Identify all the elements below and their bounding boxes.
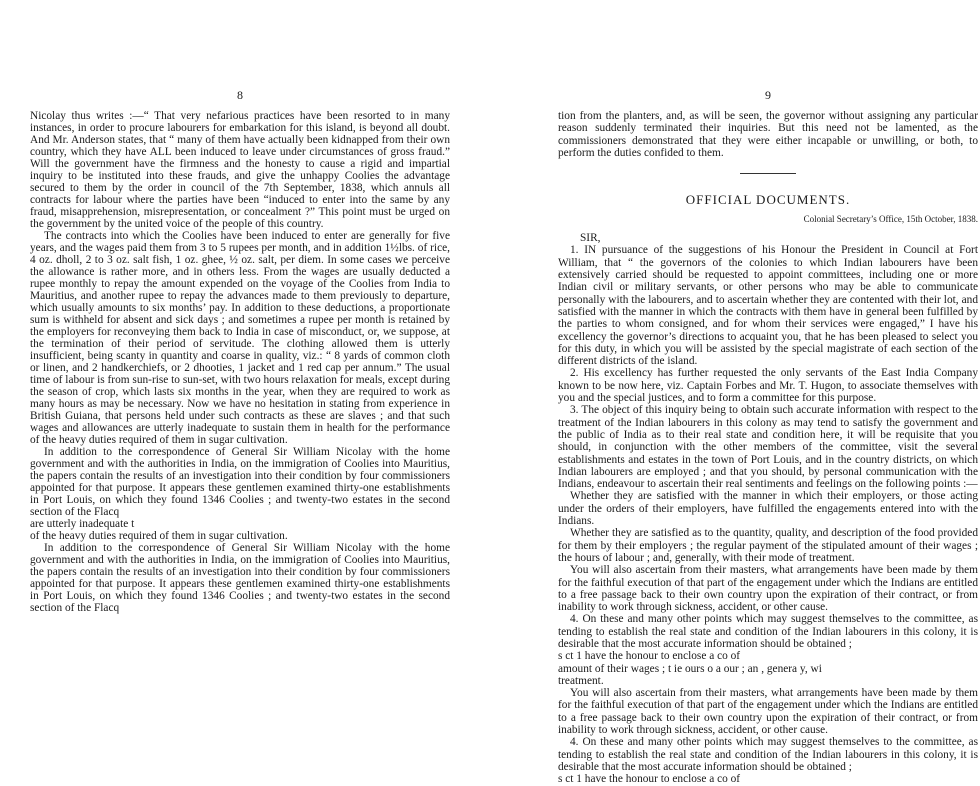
letter-paragraph: You will also ascertain from their masters, what arrangements have been made by them for the faithful execution of that part of the engagement under which the Indians are entitled to a free passage back to their own country upon the expiration of their contract, or from inability to work through sickness, accident, or other cause.: [558, 564, 978, 614]
paragraph: of the heavy duties required of them in sugar cultivation.: [30, 530, 288, 542]
intro-paragraph: tion from the planters, and, as will be seen, the governor without assigning any particular reason suddenly terminated their inquiries. But this need not be lamented, as the commissioners demonstrated that they were either incapable or unwilling, or both, to perform the duties confided to them.: [558, 110, 978, 159]
letter-fragment: amount of their wages ; t ie ours o a our ; an , genera y, wi: [558, 662, 822, 675]
right-page-body: [558, 110, 978, 786]
letter-paragraph: 4. On these and many other points which may suggest themselves to the committee, as tending to establish the real state and condition of the Indian labourers in this colony, it is desirable that the most accurate information should be obtained ;: [558, 736, 978, 773]
letter-paragraph: 4. On these and many other points which may suggest themselves to the committee, as tending to establish the real state and condition of the Indian labourers in this colony, it is desirable that the most accurate information should be obtained ;: [558, 613, 978, 650]
page-number: 8: [237, 88, 243, 102]
left-page: [30, 0, 450, 754]
official-letter: [558, 232, 978, 785]
paragraph: The contracts into which the Coolies have been induced to enter are generally for five years, and the wages paid them from 3 to 5 rupees per month, and in addition 1½lbs. of rice, 4 oz. dholl, 2 to 3 oz. salt fish, 1 oz. ghee, ½ oz. salt, per diem. In some cases we perceive the allowance is rather more, and in others less. From the wages are usually deducted a rupee monthly to repay the amount expended on the voyage of the Coolies from India to Mauritius, and another rupee to repay the advances made to them previously to departure, which usually amounts to six months’ pay. In addition to these deductions, a proportionate sum is withheld for absent and sick days ; and sometimes a rupee per month is retained by the employers for reconveying them back to India in case of misconduct, or, we suppose, at the termination of their period of servitude. The clothing allowed them is utterly insufficient, being scanty in quantity and coarse in quality, viz.: “ 8 yards of common cloth or linen, and 2 handkerchiefs, or 2 dhooties, 1 jacket and 1 red cap per annum.” The usual time of labour is from sun-rise to sun-set, with two hours relaxation for meals, except during the season of crop, which lasts six months in the year, when they are required to work as many hours as may be necessary. Now we have no hesitation in stating from experience in British Guiana, that persons held under such contracts as these are slaves ; and that such wages and allowances are utterly inadequate to sustain them in health for the performance of the heavy duties required of them in sugar cultivation.: [30, 230, 450, 446]
section-heading: OFFICIAL DOCUMENTS.: [685, 192, 851, 208]
paragraph: In addition to the correspondence of General Sir William Nicolay with the home government and with the authorities in India, on the immigration of Coolies into Mauritius, the papers contain the results of an investigation into their condition by four commissioners appointed for that purpose. It appears these gentlemen examined thirty-one establishments in Port Louis, on which they found 1346 Coolies ; and twenty-two estates in the second section of the Flacq: [30, 446, 450, 518]
left-page-body: [30, 110, 450, 614]
letter-paragraph: 2. His excellency has further requested the only servants of the East India Company known to be now here, viz. Captain Forbes and Mr. T. Hugon, to associate themselves with you and the special justices, and to form a committee for this purpose.: [558, 367, 978, 405]
paragraph-fragment: are utterly inadequate t: [30, 518, 135, 530]
letter-paragraph: 1. IN pursuance of the suggestions of his Honour the President in Council at Fort William, that “ the governors of the colonies to which Indian labourers have been extensively carried should be requested to appoint committees, including one or more Indian civil or military servants, or other persons who may be able to communicate personally with the labourers, and to ascertain whether they are contented with their lot, and satisfied with the manner in which the contracts with them have in general been fulfilled by the parties to whom consigned, and for whom their services were engaged,” I have his excellency the governor’s directions to acquaint you, that he has been pleased to select you for this duty, in which you will be assisted by the special magistrate of each section of the different districts of the island.: [558, 244, 978, 368]
page-number: 9: [765, 88, 771, 102]
paragraph: In addition to the correspondence of General Sir William Nicolay with the home government and with the authorities in India, on the immigration of Coolies into Mauritius, the papers contain the results of an investigation into their condition by four commissioners appointed for that purpose. It appears these gentlemen examined thirty-one establishments in Port Louis, on which they found 1346 Coolies ; and twenty-two estates in the second section of the Flacq: [30, 542, 450, 614]
letter-paragraph: Whether they are satisfied as to the quantity, quality, and description of the food provided for them by their employers ; the regular payment of the stipulated amount of their wages ; the hours of labour ; and, generally, with their mode of treatment.: [558, 527, 978, 564]
letter-paragraph: 3. The object of this inquiry being to obtain such accurate information with respect to the treatment of the Indian labourers in this colony as may tend to satisfy the government and the public of India as to their real state and condition here, it will be requisite that you should, in conjunction with the other members of the committee, visit the several establishments and estates in the town of Port Louis, and in the country districts, on which Indian labourers are employed ; and that you should, by personal communication with the Indians, endeavour to ascertain their real sentiments and feelings on the following points :—: [558, 404, 978, 491]
letter-fragment: s ct 1 have the honour to enclose a co of: [558, 650, 741, 663]
letter-paragraph: Whether they are satisfied with the manner in which their employers, or those acting under the orders of their employers, have fulfilled the engagements entered into with the Indians.: [558, 490, 978, 528]
right-page: [558, 0, 978, 786]
section-divider: [740, 173, 796, 174]
letter-paragraph: You will also ascertain from their masters, what arrangements have been made by them for the faithful execution of that part of the engagement under which the Indians are entitled to a free passage back to their own country upon the expiration of their contract, or from inability to work through sickness, accident, or other cause.: [558, 687, 978, 737]
letter-fragment: treatment.: [558, 674, 604, 687]
letter-dateline: Colonial Secretary’s Office, 15th October, 1838.: [803, 214, 978, 225]
letter-fragment: s ct 1 have the honour to enclose a co of: [558, 773, 741, 786]
letter-salutation: SIR,: [580, 232, 601, 245]
paragraph: Nicolay thus writes :—“ That very nefarious practices have been resorted to in many instances, in order to procure labourers for embarkation for this island, is beyond all doubt. And Mr. Anderson states, that “ many of them have actually been kidnapped from their own country, which they have ALL been induced to leave under circumstances of gross fraud.” Will the government have the firmness and the honesty to cause a rigid and impartial inquiry to be instituted into these frauds, and give the unhappy Coolies the advantage secured to them by the order in council of the 7th September, 1838, which annuls all contracts for labour where the parties have been “induced to enter into the same by any fraud, misapprehension, misrepresentation, or concealment ?” This point must be urged on the government by the united voice of the people of this country.: [30, 110, 450, 230]
